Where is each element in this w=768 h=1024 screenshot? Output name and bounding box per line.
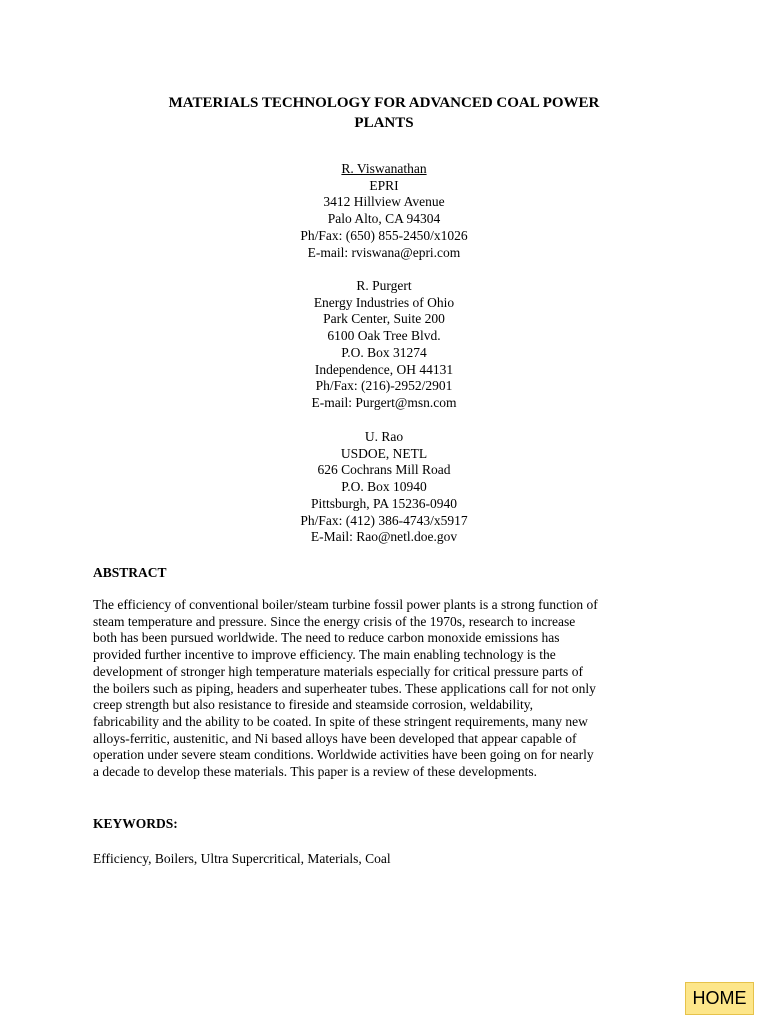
affiliation-line: 6100 Oak Tree Blvd.	[327, 328, 441, 344]
affiliation-line: Ph/Fax: (216)-2952/2901	[315, 378, 453, 394]
affiliation-line: P.O. Box 31274	[341, 344, 427, 360]
abstract-line: both has been pursued worldwide. The need to reduce carbon monoxide emissions has	[93, 630, 560, 646]
paper-title	[93, 93, 675, 133]
affiliation-line: 3412 Hillview Avenue	[323, 194, 445, 210]
author-block	[184, 161, 584, 261]
author-name: R. Viswanathan	[341, 161, 427, 176]
abstract-heading: ABSTRACT	[93, 565, 167, 580]
author-name: R. Purgert	[356, 278, 412, 293]
affiliation-line: 626 Cochrans Mill Road	[317, 462, 451, 478]
home-button[interactable]: HOME	[685, 982, 754, 1015]
abstract-line: steam temperature and pressure. Since the energy crisis of the 1970s, research to increase	[93, 613, 576, 629]
abstract-line: The efficiency of conventional boiler/steam turbine fossil power plants is a strong function of	[93, 597, 598, 612]
affiliation-line: Ph/Fax: (650) 855-2450/x1026	[300, 227, 468, 243]
keywords-list: Efficiency, Boilers, Ultra Supercritical, Materials, Coal	[93, 851, 391, 866]
affiliation-line: Energy Industries of Ohio	[313, 294, 455, 310]
author-name: U. Rao	[364, 429, 404, 444]
abstract-line: creep strength but also resistance to fireside and steamside corrosion, weldability,	[93, 697, 533, 713]
affiliation-line: Independence, OH 44131	[314, 361, 454, 377]
abstract-line: operation under severe steam conditions. Worldwide activities have been going on for nearly	[93, 747, 594, 763]
keywords-heading: KEYWORDS:	[93, 816, 178, 831]
affiliation-line: E-mail: rviswana@epri.com	[307, 244, 461, 260]
affiliation-line: Palo Alto, CA 94304	[327, 211, 441, 227]
affiliation-line: EPRI	[369, 177, 399, 193]
abstract-line: development of stronger high temperature materials especially for critical pressure parts of	[93, 663, 583, 679]
affiliation-line: E-Mail: Rao@netl.doe.gov	[310, 529, 458, 545]
affiliation-line: Ph/Fax: (412) 386-4743/x5917	[300, 512, 468, 528]
abstract-line: alloys-ferritic, austenitic, and Ni based alloys have been developed that appear capable of	[93, 730, 577, 746]
abstract-line: provided further incentive to improve efficiency. The main enabling technology is the	[93, 647, 556, 663]
affiliation-line: P.O. Box 10940	[341, 479, 427, 495]
abstract-line: the boilers such as piping, headers and superheater tubes. These applications call for not only	[93, 680, 596, 696]
abstract-body	[93, 597, 683, 781]
abstract-line: a decade to develop these materials. This paper is a review of these developments.	[93, 764, 537, 780]
affiliation-line: Park Center, Suite 200	[323, 311, 445, 327]
title-line: MATERIALS TECHNOLOGY FOR ADVANCED COAL POWER	[168, 95, 600, 111]
author-block	[184, 278, 584, 412]
abstract-line: fabricability and the ability to be coated. In spite of these stringent requirements, many new	[93, 713, 588, 729]
title-line: PLANTS	[354, 115, 414, 131]
affiliation-line: Pittsburgh, PA 15236-0940	[311, 495, 457, 511]
author-block	[184, 429, 584, 546]
affiliation-line: USDOE, NETL	[340, 445, 428, 461]
affiliation-line: E-mail: Purgert@msn.com	[311, 394, 457, 410]
